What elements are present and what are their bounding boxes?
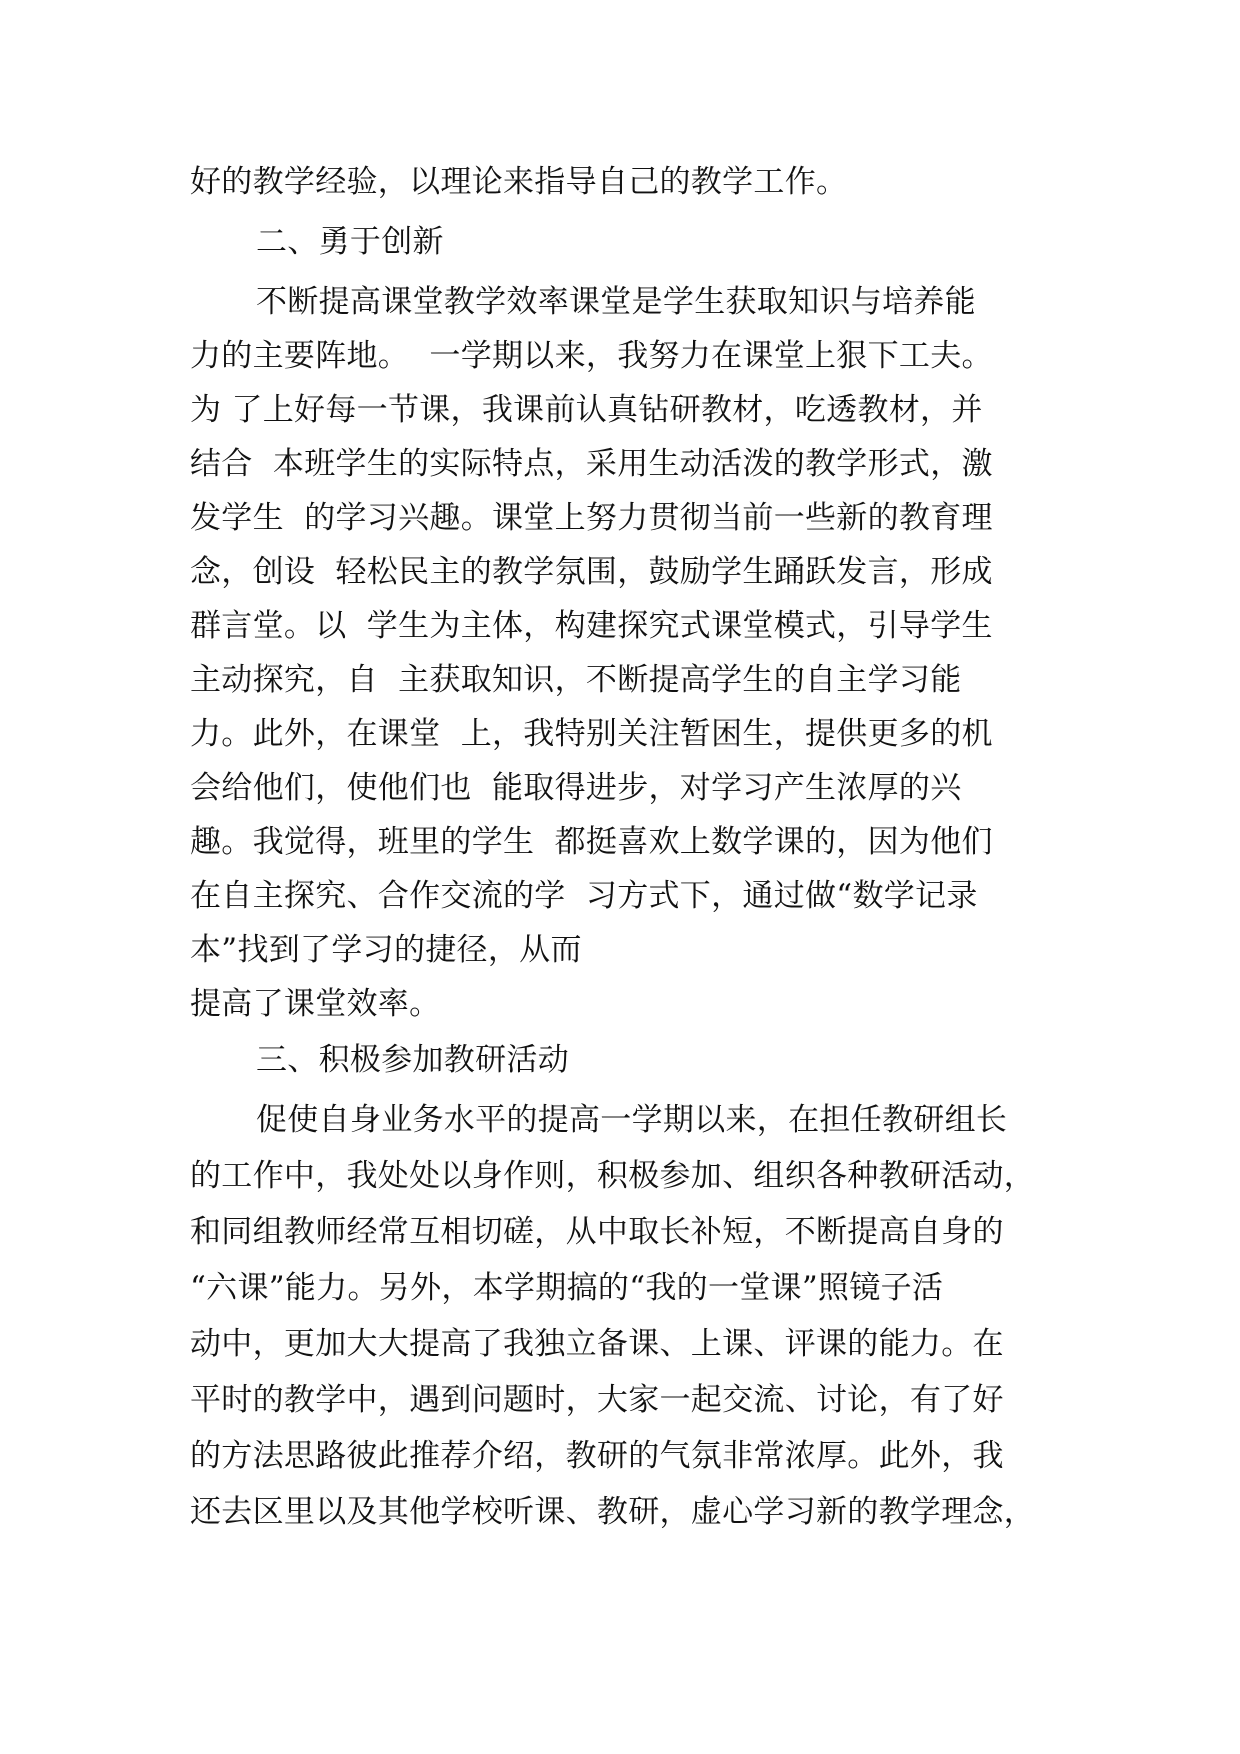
text-line: 和同组教师经常互相切磋，从中取长补短，不断提高自身的 [190, 1214, 1004, 1250]
text-line: 促使自身业务水平的提高一学期以来，在担任教研组长 [256, 1102, 1008, 1138]
text-line: 不断提高课堂教学效率课堂是学生获取知识与培养能 [256, 284, 976, 320]
text-line: 会给他们，使他们也 能取得进步，对学习产生浓厚的兴 [190, 770, 962, 806]
text-line: 的方法思路彼此推荐介绍，教研的气氛非常浓厚。此外，我 [190, 1438, 1004, 1474]
text-line: 念，创设 轻松民主的教学氛围，鼓励学生踊跃发言，形成 [190, 554, 993, 590]
text-line: 本”找到了学习的捷径，从而 [190, 932, 582, 968]
text-line: 好的教学经验，以理论来指导自己的教学工作。 [190, 164, 848, 200]
text-line: 力的主要阵地。 一学期以来，我努力在课堂上狠下工夫。 [190, 338, 993, 374]
text-line: 提高了课堂效率。 [190, 986, 441, 1022]
text-line: 结合 本班学生的实际特点，采用生动活泼的教学形式，激 [190, 446, 993, 482]
text-line: 动中，更加大大提高了我独立备课、上课、评课的能力。在 [190, 1326, 1004, 1362]
text-line: 群言堂。以 学生为主体，构建探究式课堂模式，引导学生 [190, 608, 993, 644]
text-line: “六课”能力。另外，本学期搞的“我的一堂课”照镜子活 [190, 1270, 944, 1306]
text-line: 的工作中，我处处以身作则，积极参加、组织各种教研活动， [190, 1158, 1036, 1194]
text-line: 在自主探究、合作交流的学 习方式下，通过做“数学记录 [190, 878, 978, 914]
text-line: 趣。我觉得，班里的学生 都挺喜欢上数学课的，因为他们 [190, 824, 993, 860]
section-heading: 二、勇于创新 [256, 224, 444, 260]
text-line: 发学生 的学习兴趣。课堂上努力贯彻当前一些新的教育理 [190, 500, 993, 536]
section-heading: 三、积极参加教研活动 [256, 1042, 569, 1078]
text-line: 主动探究，自 主获取知识，不断提高学生的自主学习能 [190, 662, 962, 698]
text-line: 还去区里以及其他学校听课、教研，虚心学习新的教学理念， [190, 1494, 1036, 1530]
text-line: 平时的教学中，遇到问题时，大家一起交流、讨论，有了好 [190, 1382, 1004, 1418]
text-line: 力。此外，在课堂 上，我特别关注暂困生，提供更多的机 [190, 716, 993, 752]
text-line: 为 了上好每一节课，我课前认真钻研教材，吃透教材，并 [190, 392, 983, 428]
